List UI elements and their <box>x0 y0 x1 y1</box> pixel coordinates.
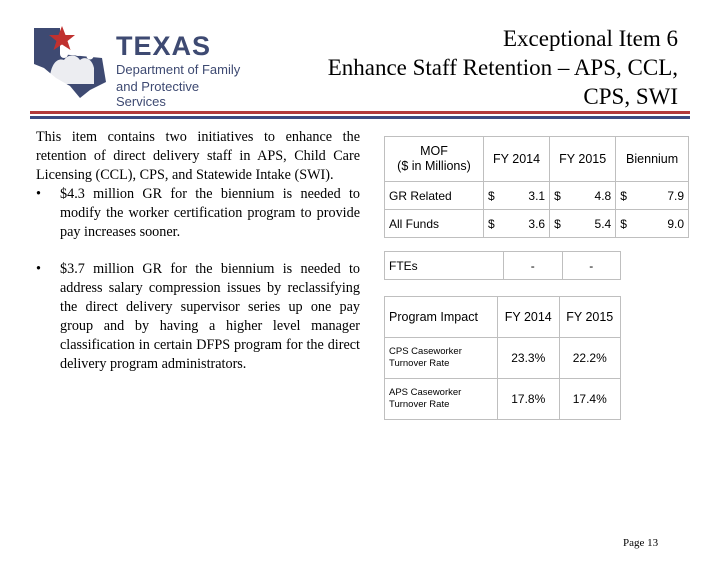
fy2015-header: FY 2015 <box>559 297 621 338</box>
table-row <box>385 252 621 280</box>
mof-header <box>385 137 484 182</box>
fte-fy2014-value: - <box>504 252 563 280</box>
logo-text <box>116 32 250 109</box>
bullet-text: $3.7 million GR for the biennium is needed to address salary compression issues by reclassifying the direct delivery supervisor series up one pay group and by having a higher level manager classification in certain DFPS program for the direct delivery program administrators. <box>60 261 360 372</box>
header-rule-blue <box>30 116 690 119</box>
fy2014-header: FY 2014 <box>498 297 560 338</box>
dfps-logo <box>30 24 250 109</box>
currency-sign: $ <box>484 210 507 238</box>
fy2014-value: 3.1 <box>506 182 550 210</box>
logo-title: TEXAS <box>116 31 212 61</box>
fy2015-value: 4.8 <box>572 182 616 210</box>
program-impact-table <box>384 296 621 420</box>
row-label-line1: APS Caseworker <box>389 387 462 398</box>
title-line1: Exceptional Item 6 <box>503 26 678 51</box>
intro-paragraph: This item contains two initiatives to enhance the retention of direct delivery staff in APS, Child Care Licensing (CCL), CPS, and Statewide Intake (SWI). <box>36 129 360 183</box>
bullet-item <box>36 185 360 242</box>
fy2014-header: FY 2014 <box>484 137 550 182</box>
row-label-line1: CPS Caseworker <box>389 346 462 357</box>
table-row <box>385 338 621 379</box>
row-label: GR Related <box>385 182 484 210</box>
row-label-line2: Turnover Rate <box>389 399 450 410</box>
fy2014-value: 23.3% <box>498 338 560 379</box>
header-rule-red <box>30 111 690 114</box>
mof-header-line1: MOF <box>420 144 448 158</box>
table-header-row <box>385 137 689 182</box>
logo-subtitle-line1: Department of Family <box>116 62 241 77</box>
texas-state-star-logo-icon <box>30 24 112 100</box>
fy2015-value: 17.4% <box>559 379 621 420</box>
fte-fy2015-value: - <box>562 252 621 280</box>
program-impact-header: Program Impact <box>385 297 498 338</box>
fte-table <box>384 251 621 280</box>
currency-sign: $ <box>550 182 573 210</box>
row-label-line2: Turnover Rate <box>389 358 450 369</box>
page-number: Page 13 <box>623 537 659 549</box>
body-text <box>36 128 360 374</box>
currency-sign: $ <box>550 210 573 238</box>
row-label: All Funds <box>385 210 484 238</box>
fy2015-value: 22.2% <box>559 338 621 379</box>
currency-sign: $ <box>484 182 507 210</box>
funding-table <box>384 136 689 238</box>
table-row <box>385 379 621 420</box>
logo-subtitle-line2: and Protective Services <box>116 79 200 109</box>
currency-sign: $ <box>616 182 639 210</box>
title-line3: CPS, SWI <box>583 84 678 109</box>
fy2015-value: 5.4 <box>572 210 616 238</box>
biennium-value: 9.0 <box>638 210 688 238</box>
table-header-row <box>385 297 621 338</box>
bullet-item <box>36 260 360 374</box>
fy2015-header: FY 2015 <box>550 137 616 182</box>
currency-sign: $ <box>616 210 639 238</box>
bullet-marker: • <box>36 186 41 202</box>
row-label <box>385 338 498 379</box>
slide-title <box>278 24 678 111</box>
row-label <box>385 379 498 420</box>
fy2014-value: 17.8% <box>498 379 560 420</box>
fy2014-value: 3.6 <box>506 210 550 238</box>
biennium-value: 7.9 <box>638 182 688 210</box>
fte-label: FTEs <box>385 252 504 280</box>
biennium-header: Biennium <box>616 137 689 182</box>
table-row <box>385 210 689 238</box>
mof-header-line2: ($ in Millions) <box>397 159 471 173</box>
bullet-text: $4.3 million GR for the biennium is needed to modify the worker certification program to provide pay increases sooner. <box>60 186 360 240</box>
bullet-marker: • <box>36 261 41 277</box>
title-line2: Enhance Staff Retention – APS, CCL, <box>327 55 678 80</box>
table-row <box>385 182 689 210</box>
